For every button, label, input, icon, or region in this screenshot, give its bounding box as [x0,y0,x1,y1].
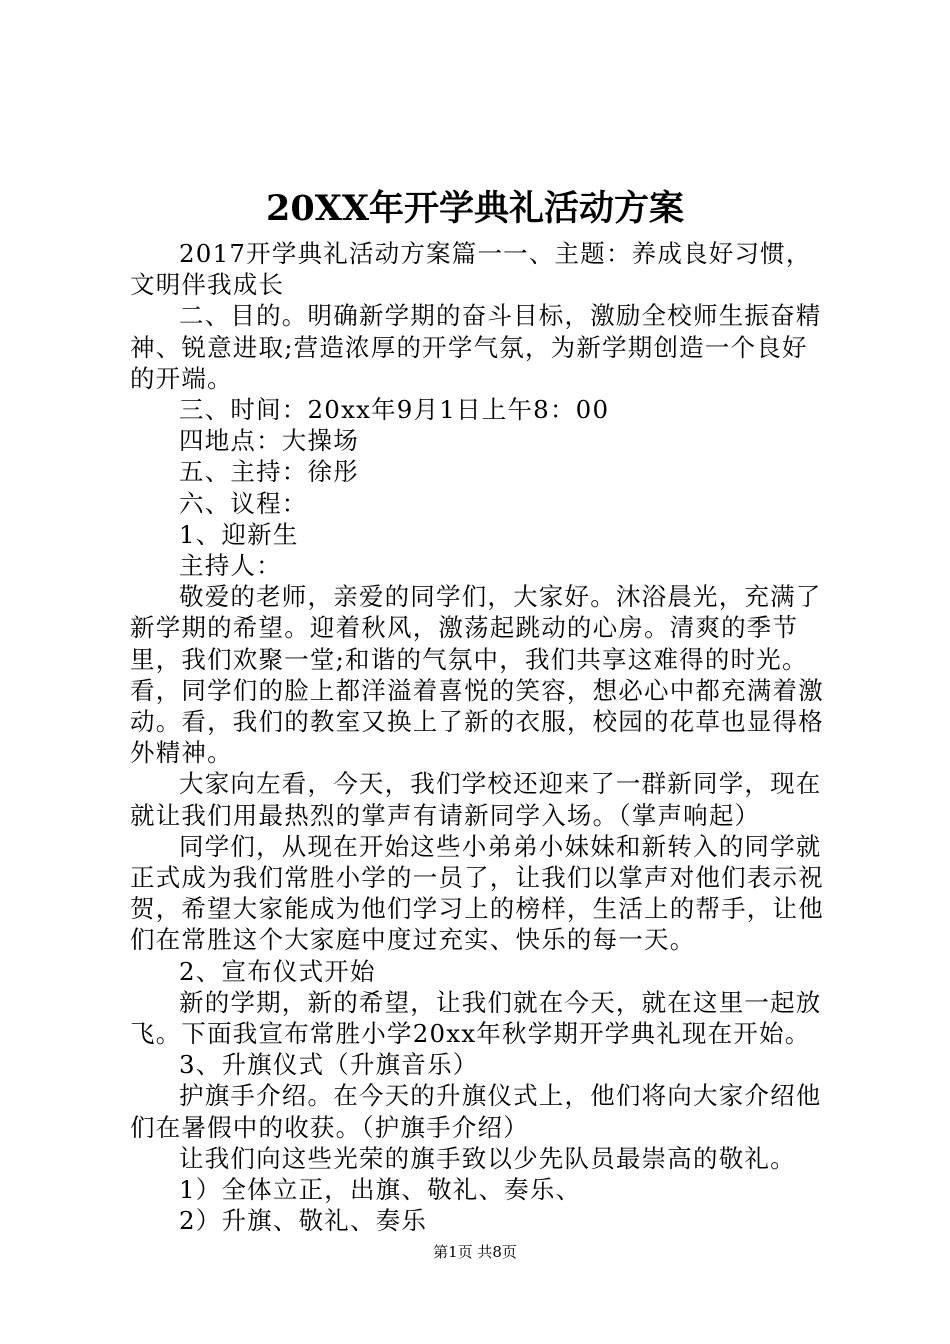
paragraph: 四地点：大操场 [179,426,359,456]
paragraph: 新的学期，新的希望，让我们就在今天，就在这里一起放飞。下面我宣布常胜小学20xx年秋学期开学典礼现在开始。 [130,987,822,1049]
paragraph: 二、目的。明确新学期的奋斗目标，激励全校师生振奋精神、锐意进取;营造浓厚的开学气氛，为新学期创造一个良好的开端。 [130,301,822,393]
page-number: 第1页 共8页 [433,1243,517,1261]
paragraph: 同学们，从现在开始这些小弟弟小妹妹和新转入的同学就正式成为我们常胜小学的一员了，让我们以掌声对他们表示祝贺，希望大家能成为他们学习上的榜样，生活上的帮手，让他们在常胜这个大家庭中度过充实、快乐的每一天。 [130,831,824,955]
paragraph: 1）全体立正，出旗、敬礼、奏乐、 [179,1175,582,1205]
paragraph: 2）升旗、敬礼、奏乐 [179,1206,428,1236]
paragraph: 敬爱的老师，亲爱的同学们，大家好。沐浴晨光，充满了新学期的希望。迎着秋风，激荡起跳动的心房。清爽的季节里，我们欢聚一堂;和谐的气氛中，我们共享这难得的时光。看，同学们的脸上都洋溢着喜悦的笑容，想必心中都充满着激动。看，我们的教室又换上了新的衣服，校园的花草也显得格外精神。 [130,582,824,768]
paragraph: 护旗手介绍。在今天的升旗仪式上，他们将向大家介绍他们在暑假中的收获。（护旗手介绍） [130,1081,822,1142]
document-title: 20XX年开学典礼活动方案 [265,188,685,229]
paragraph: 主持人： [179,551,282,581]
paragraph: 2017开学典礼活动方案篇一一、主题：养成良好习惯，文明伴我成长 [130,239,812,300]
paragraph: 2、宣布仪式开始 [179,956,376,986]
paragraph: 大家向左看，今天，我们学校还迎来了一群新同学，现在就让我们用最热烈的掌声有请新同学入场。（掌声响起） [130,769,822,830]
document-body [130,238,830,1237]
paragraph: 3、升旗仪式（升旗音乐） [179,1050,479,1080]
paragraph: 1、迎新生 [179,519,299,549]
paragraph: 让我们向这些光荣的旗手致以少先队员最崇高的敬礼。 [179,1143,796,1173]
paragraph: 六、议程： [179,488,308,518]
paragraph: 五、主持：徐彤 [179,457,359,487]
paragraph: 三、时间：20xx年9月1日上午8：00 [179,395,610,425]
